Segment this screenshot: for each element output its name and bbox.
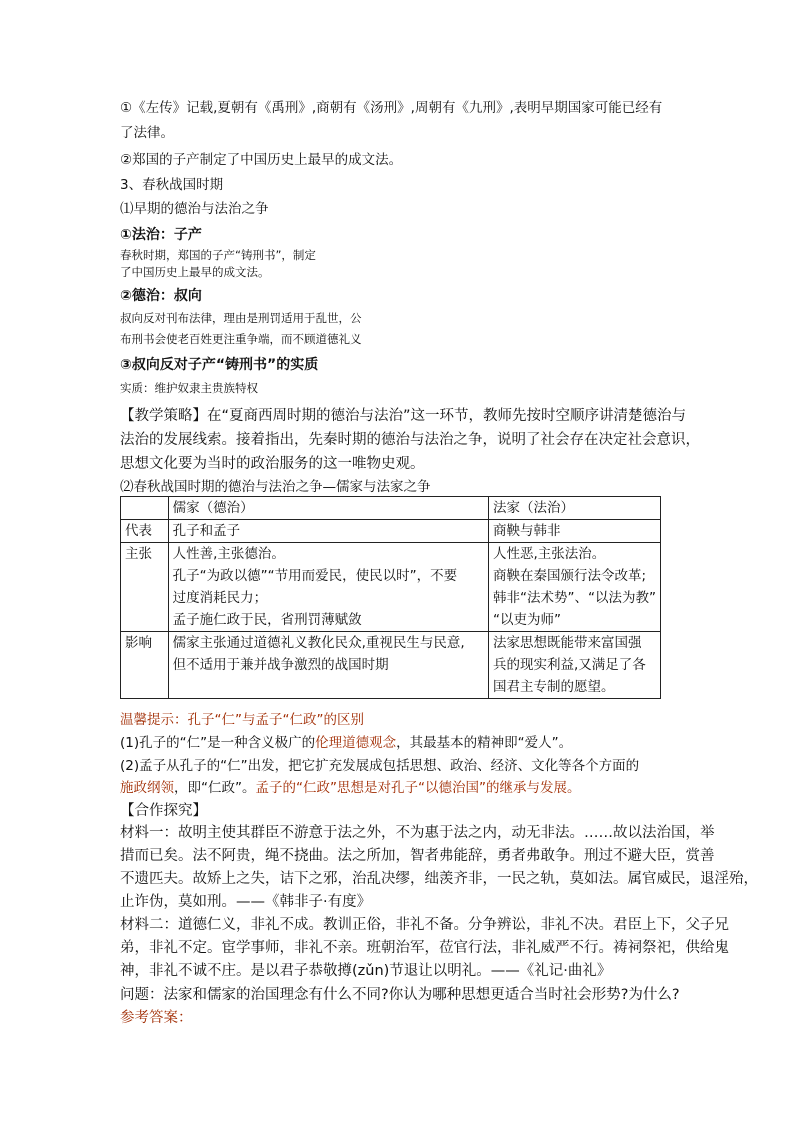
cell-claim-ru (168, 543, 488, 632)
tip-line2: (2)孟子从孔子的“仁”出发，把它扩充发展成包括思想、政治、经济、文化等各个方面的 (120, 758, 640, 774)
question: 问题：法家和儒家的治国理念有什么不同?你认为哪种思想更适合当时社会形势?为什么? (120, 987, 680, 1003)
material2-line1: 材料二：道德仁义，非礼不成。教训正俗，非礼不备。分争辨讼，非礼不决。君臣上下，父子兄 (120, 917, 729, 933)
row-label-claim: 主张 (121, 543, 169, 632)
table-header-row (121, 497, 661, 520)
table-header-cell (121, 497, 169, 520)
paragraph-zichan: ②郑国的子产制定了中国历史上最早的成文法。 (120, 152, 403, 168)
cell-line: “以吏为师” (493, 612, 562, 628)
teaching-strategy-line3: 思想文化要为当时的政治服务的这一唯物史观。 (120, 456, 425, 472)
table-row (121, 520, 661, 543)
material1-line3: 不遗匹夫。故矫上之失，诘下之邪，治乱决缪，绌羡齐非，一民之轨，莫如法。属官威民，退淫殆， (120, 871, 758, 887)
tip1-highlight: 伦理道德观念 (315, 735, 397, 751)
dezhi-line1: 叔向反对刊布法律，理由是刑罚适用于乱世，公 (120, 311, 362, 325)
material2-line3: 神，非礼不诚不庄。是以君子恭敬撙(zǔn)节退让以明礼。——《礼记·曲礼》 (120, 963, 612, 979)
section-heading-3: 3、春秋战国时期 (120, 177, 224, 193)
table-row (121, 543, 661, 632)
comparison-table (120, 496, 661, 699)
teaching-strategy-line2: 法治的发展线索。接着指出，先秦时期的德治与法治之争，说明了社会存在决定社会意识， (120, 432, 700, 448)
tip1-text-a: (1)孔子的“仁”是一种含义极广的 (120, 735, 316, 751)
tip2-conclusion: 孟子的“仁政”思想是对孔子“以德治国”的继承与发展。 (255, 780, 581, 796)
cell-line: 商鞅在秦国颁行法令改革; (493, 568, 647, 584)
cell-claim-fa (489, 543, 661, 632)
cell-line: 孔子“为政以德”“节用而爱民，使民以时”，不要 (172, 568, 458, 584)
table-header-ru: 儒家（德治） (168, 497, 488, 520)
cell-line: 过度消耗民力； (172, 590, 268, 606)
cell-line: 韩非“法术势”、“以法为教” (493, 590, 656, 606)
cell-influence-ru (168, 632, 488, 699)
essence-title: ③叔向反对子产“铸刑书”的实质 (120, 357, 319, 373)
material2-line2: 弟，非礼不定。宦学事师，非礼不亲。班朝治军，莅官行法，非礼威严不行。祷祠祭祀，供给鬼 (120, 940, 729, 956)
reference-answer-label: 参考答案： (120, 1010, 193, 1026)
tip-line1 (120, 733, 572, 753)
material1-line1: 材料一：故明主使其群臣不游意于法之外，不为惠于法之内，动无非法。……故以法治国，举 (120, 825, 715, 841)
cell-line: 国君主专制的愿望。 (493, 679, 615, 695)
dezhi-line2: 布刑书会使老百姓更注重争端，而不顾道德礼义 (120, 332, 362, 346)
subsection-heading-1: ⑴早期的德治与法治之争 (120, 201, 269, 217)
cooperative-inquiry-heading: 【合作探究】 (120, 803, 207, 819)
cell-line: 人性善,主张德治。 (172, 546, 285, 562)
row-label-rep: 代表 (121, 520, 169, 543)
tip2-text-c: ，即“仁政”。 (174, 780, 256, 796)
cell-line: 兵的现实利益,又满足了各 (493, 657, 646, 673)
tip-title: 温馨提示：孔子“仁”与孟子“仁政”的区别 (120, 712, 364, 728)
row-label-influence: 影响 (121, 632, 169, 699)
cell-rep-fa: 商鞅与韩非 (489, 520, 661, 543)
fazhi-line1: 春秋时期，郑国的子产“铸刑书”，制定 (120, 248, 316, 262)
material1-line4: 止诈伪，莫如刑。——《韩非子·有度》 (120, 894, 372, 910)
cell-line: 人性恶,主张法治。 (493, 546, 606, 562)
fazhi-line2: 了中国历史上最早的成文法。 (120, 265, 270, 279)
fazhi-title: ①法治：子产 (120, 227, 202, 243)
cell-line: 儒家主张通过道德礼义教化民众,重视民生与民意, (172, 635, 465, 651)
cell-line: 法家思想既能带来富国强 (493, 635, 642, 651)
paragraph-zuozhuan-line1: ①《左传》记载,夏朝有《禹刑》,商朝有《汤刑》,周朝有《九刑》,表明早期国家可能已经有 (120, 100, 663, 116)
tip2-highlight: 施政纲领 (120, 780, 174, 796)
cell-line: 孟子施仁政于民，省刑罚薄赋敛 (172, 612, 362, 628)
cell-influence-fa (489, 632, 661, 699)
teaching-strategy-line1: 【教学策略】在“夏商西周时期的德治与法治”这一环节，教师先按时空顺序讲清楚德治与 (120, 408, 687, 424)
table-header-fa: 法家（法治） (489, 497, 661, 520)
table-row (121, 632, 661, 699)
paragraph-zuozhuan-line2: 了法律。 (120, 125, 174, 141)
cell-line: 但不适用于兼并战争激烈的战国时期 (172, 657, 389, 673)
essence-text: 实质：维护奴隶主贵族特权 (120, 381, 258, 395)
dezhi-title: ②德治：叔向 (120, 288, 202, 304)
cell-rep-ru: 孔子和孟子 (168, 520, 488, 543)
tip1-text-c: ，其最基本的精神即“爱人”。 (396, 735, 573, 751)
material1-line2: 措而已矣。法不阿贵，绳不挠曲。法之所加，智者弗能辞，勇者弗敢争。刑过不避大臣，赏善 (120, 848, 715, 864)
tip-line3 (120, 778, 580, 798)
subsection-heading-2: ⑵春秋战国时期的德治与法治之争—儒家与法家之争 (120, 479, 431, 495)
